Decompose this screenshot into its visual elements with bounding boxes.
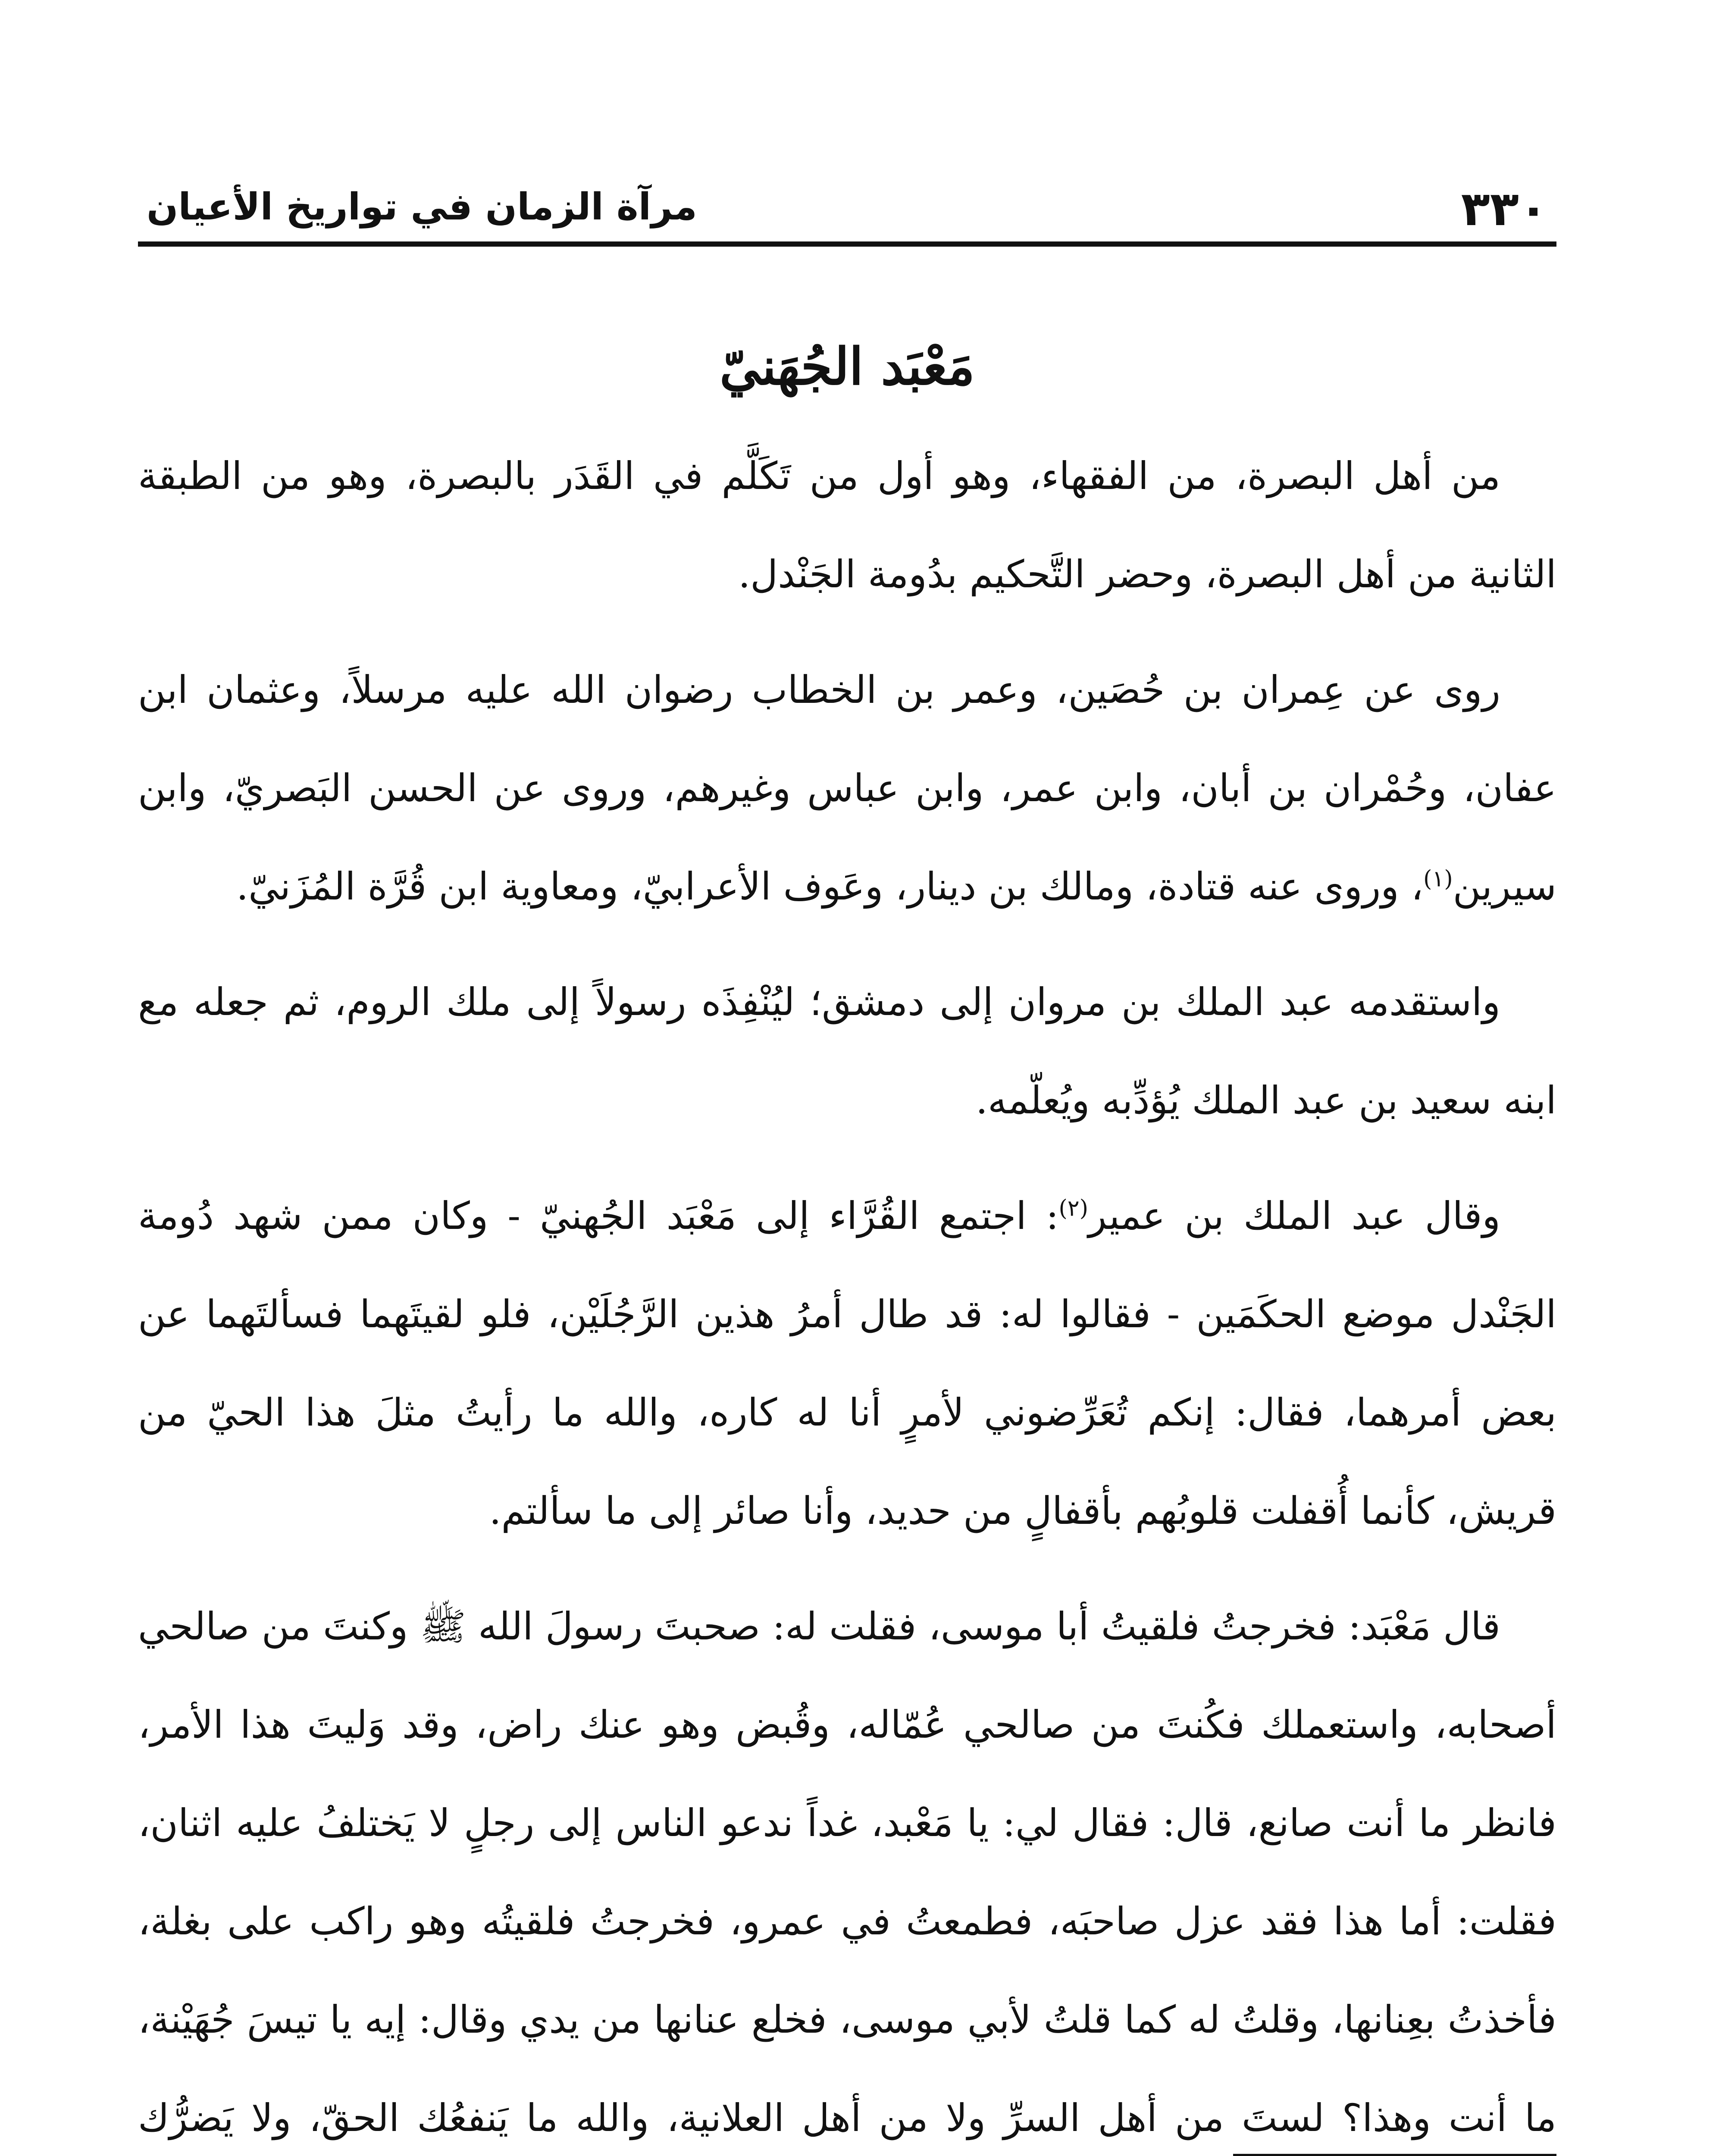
paragraph-narrators-part2: ، وروى عنه قتادة، ومالك بن دينار، وعَوف الأعرابيّ، ومعاوية ابن قُرَّة المُزَنيّ. <box>236 864 1424 909</box>
page-number: ٣٣٠ <box>1461 181 1548 236</box>
paragraph-damascus: واستقدمه عبد الملك بن مروان إلى دمشق؛ ليُنْفِذَه رسولاً إلى ملك الروم، ثم جعله مع ابنه سعيد بن عبد الملك يُؤدِّبه ويُعلّمه. <box>138 980 1556 1122</box>
chapter-title: مَعْبَد الجُهَنيّ <box>719 336 975 396</box>
paragraph-biography: من أهل البصرة، من الفقهاء، وهو أول من تَكَلَّم في القَدَر بالبصرة، وهو من الطبقة الثانية من أهل البصرة، وحضر التَّحكيم بدُومة الجَنْدل. <box>138 454 1556 596</box>
paragraph-quran-readers-part2: : اجتمع القُرَّاء إلى مَعْبَد الجُهنيّ - وكان ممن شهد دُومة الجَنْدل موضع الحكَمَين - فقالوا له: قد طال أمرُ هذين الرَّجُلَيْن، فلو لقيتَهما فسألتَهما عن بعض أمرهما، فقال: إنكم تُعَرِّضوني لأمرٍ أنا له كاره، والله ما رأيتُ مثلَ هذا الحيّ من قريش، كأنما أُقفلت قلوبُهم بأقفالٍ من حديد، وأنا صائر إلى ما سألتم. <box>138 1194 1556 1533</box>
footnote-marker-2[interactable]: (٢) <box>1058 1195 1088 1222</box>
footnote-separator <box>1233 2154 1556 2156</box>
paragraph-quran-readers-part1: وقال عبد الملك بن عمير <box>1088 1194 1500 1238</box>
running-title: مرآة الزمان في تواريخ الأعيان <box>147 185 697 229</box>
footnote-marker-1[interactable]: (١) <box>1423 866 1453 892</box>
paragraph-narrators-part1: روى عن عِمران بن حُصَين، وعمر بن الخطاب رضوان الله عليه مرسلاً، وعثمان ابن عفان، وحُمْران بن أبان، وابن عمر، وابن عباس وغيرهم، وروى عن الحسن البَصريّ، وابن سيرين <box>138 667 1556 909</box>
page-header <box>138 181 1556 247</box>
paragraph-mabad-account: قال مَعْبَد: فخرجتُ فلقيتُ أبا موسى، فقلت له: صحبتَ رسولَ الله ﷺ وكنتَ من صالحي أصحابه، واستعملك فكُنتَ من صالحي عُمّاله، وقُبض وهو عنك راض، وقد وَليتَ هذا الأمر، فانظر ما أنت صانع، قال: فقال لي: يا مَعْبد، غداً ندعو الناس إلى رجلٍ لا يَختلفُ عليه اثنان، فقلت: أما هذا فقد عزل صاحبَه، فطمعتُ في عمرو، فخرجتُ فلقيتُه وهو راكب على بغلة، فأخذتُ بعِنانها، وقلتُ له كما قلتُ لأبي موسى، فخلع عنانها من يدي وقال: إيه يا تيسَ جُهَيْنة، ما أنت وهذا؟ لستَ من أهل السرِّ ولا من أهل العلانية، والله ما يَنفعُك الحقّ، ولا يَضرُّك <box>138 1604 1556 2140</box>
paragraph-quran-readers <box>138 1167 1556 1560</box>
body-text <box>138 427 1556 2156</box>
paragraph-narrators <box>138 641 1556 936</box>
book-page <box>138 129 1556 2156</box>
